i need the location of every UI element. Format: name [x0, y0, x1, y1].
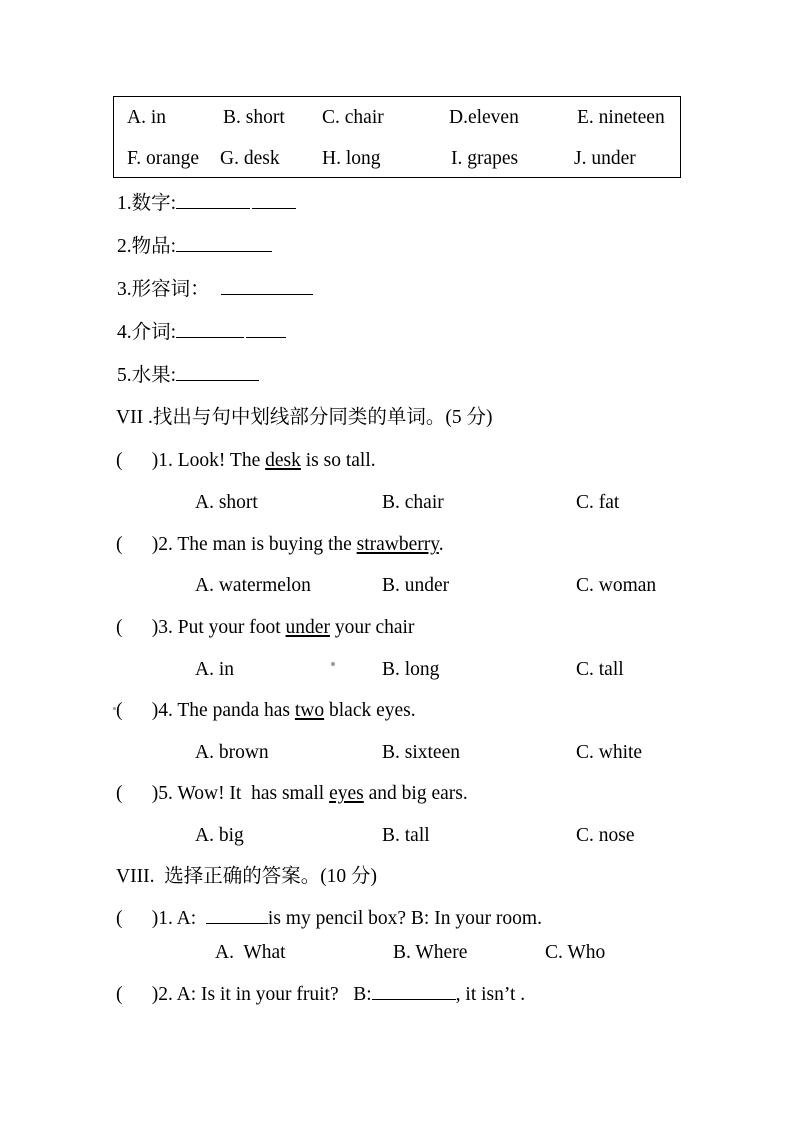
word-bank-option-h: H. long: [322, 148, 381, 169]
option-c[interactable]: C. Who: [545, 942, 606, 963]
word-bank-option-e: E. nineteen: [577, 107, 665, 128]
word-bank-row: [114, 140, 680, 181]
question-text-post: and big ears.: [363, 783, 468, 804]
section-vii-question-2: [116, 532, 444, 558]
word-bank-option-c: C. chair: [322, 107, 384, 128]
category-answer-blank-prepositions-2[interactable]: [246, 320, 286, 338]
section-vii-question-5: [116, 781, 468, 807]
option-b[interactable]: B. Where: [393, 942, 468, 963]
category-row-prepositions: [117, 320, 286, 346]
category-answer-blank-prepositions[interactable]: [176, 320, 244, 338]
question-text-post: is my pencil box? B: In your room.: [267, 908, 542, 929]
scan-speck: [331, 662, 335, 666]
option-c[interactable]: C. tall: [576, 659, 624, 680]
option-b[interactable]: B. chair: [382, 492, 444, 513]
answer-bracket[interactable]: ( )2.: [116, 984, 177, 1005]
word-bank-option-j: J. under: [574, 148, 636, 169]
option-a[interactable]: A. short: [195, 492, 258, 513]
question-text-post: , it isn’t .: [455, 984, 526, 1005]
question-text-post: your chair: [329, 617, 415, 638]
section-viii-question-2: [116, 982, 525, 1008]
question-text-pre: Put your foot: [177, 617, 286, 638]
answer-bracket[interactable]: ( )1.: [116, 450, 178, 471]
underlined-word: under: [285, 617, 330, 638]
option-c[interactable]: C. white: [576, 742, 643, 763]
underlined-word: two: [294, 700, 325, 721]
question-text-pre: Wow! It has small: [177, 783, 330, 804]
section-viii-heading: VIII. 选择正确的答案。(10 分): [116, 866, 378, 887]
section-vii-question-3: [116, 615, 414, 641]
word-bank-option-a: A. in: [127, 107, 166, 128]
category-row-numbers: [117, 191, 296, 217]
word-bank-option-b: B. short: [223, 107, 285, 128]
option-b[interactable]: B. tall: [382, 825, 430, 846]
underlined-word: eyes: [329, 783, 364, 804]
answer-bracket[interactable]: ( )1.: [116, 908, 177, 929]
question-text-pre: The panda has: [177, 700, 295, 721]
underlined-word: desk: [265, 450, 301, 471]
option-b[interactable]: B. under: [382, 575, 450, 596]
word-bank-option-i: I. grapes: [451, 148, 519, 169]
option-b[interactable]: B. sixteen: [382, 742, 460, 763]
category-row-adjectives: [117, 277, 313, 303]
question-text-pre: Look! The: [177, 450, 266, 471]
category-label-fruits: 5.水果:: [117, 365, 177, 386]
option-a[interactable]: A. brown: [195, 742, 269, 763]
option-b[interactable]: B. long: [382, 659, 440, 680]
option-a[interactable]: A. What: [215, 942, 286, 963]
option-a[interactable]: A. in: [195, 659, 234, 680]
option-a[interactable]: A. big: [195, 825, 244, 846]
question-text-post: .: [438, 534, 444, 555]
word-bank-option-g: G. desk: [220, 148, 280, 169]
word-bank-option-d: D.eleven: [449, 107, 519, 128]
category-label-objects: 2.物品:: [117, 236, 177, 257]
answer-bracket[interactable]: ( )5.: [116, 783, 178, 804]
scan-speck: [113, 707, 116, 710]
section-vii-question-4: [116, 698, 416, 724]
inline-answer-blank[interactable]: [372, 983, 456, 1000]
category-answer-blank-numbers[interactable]: [176, 191, 250, 209]
word-bank-box: [113, 96, 681, 178]
section-vii-heading: VII .找出与句中划线部分同类的单词。(5 分): [116, 407, 493, 428]
section-viii-question-1: [116, 906, 542, 932]
category-answer-blank-objects[interactable]: [176, 234, 272, 252]
category-label-numbers: 1.数字:: [117, 193, 177, 214]
option-c[interactable]: C. nose: [576, 825, 635, 846]
answer-bracket[interactable]: ( )3.: [116, 617, 178, 638]
question-text-post: is so tall.: [300, 450, 376, 471]
question-text-post: black eyes.: [324, 700, 416, 721]
word-bank-row: [114, 99, 680, 140]
category-label-adjectives: 3.形容词：: [117, 279, 210, 300]
category-answer-blank-fruits[interactable]: [176, 363, 259, 381]
inline-answer-blank[interactable]: [206, 907, 268, 924]
question-text-pre: A: Is it in your fruit? B:: [176, 984, 372, 1005]
question-text-pre: The man is buying the: [177, 534, 357, 555]
section-vii-question-1: [116, 448, 376, 474]
word-bank-option-f: F. orange: [127, 148, 200, 169]
answer-bracket[interactable]: ( )4.: [116, 700, 178, 721]
option-c[interactable]: C. fat: [576, 492, 620, 513]
option-a[interactable]: A. watermelon: [195, 575, 311, 596]
category-row-objects: [117, 234, 272, 260]
option-c[interactable]: C. woman: [576, 575, 657, 596]
category-answer-blank-numbers-2[interactable]: [252, 191, 296, 209]
category-row-fruits: [117, 363, 259, 389]
answer-bracket[interactable]: ( )2.: [116, 534, 178, 555]
category-answer-blank-adjectives[interactable]: [221, 277, 313, 295]
underlined-word: strawberry: [356, 534, 439, 555]
question-text-pre: A:: [176, 908, 206, 929]
category-label-prepositions: 4.介词:: [117, 322, 177, 343]
